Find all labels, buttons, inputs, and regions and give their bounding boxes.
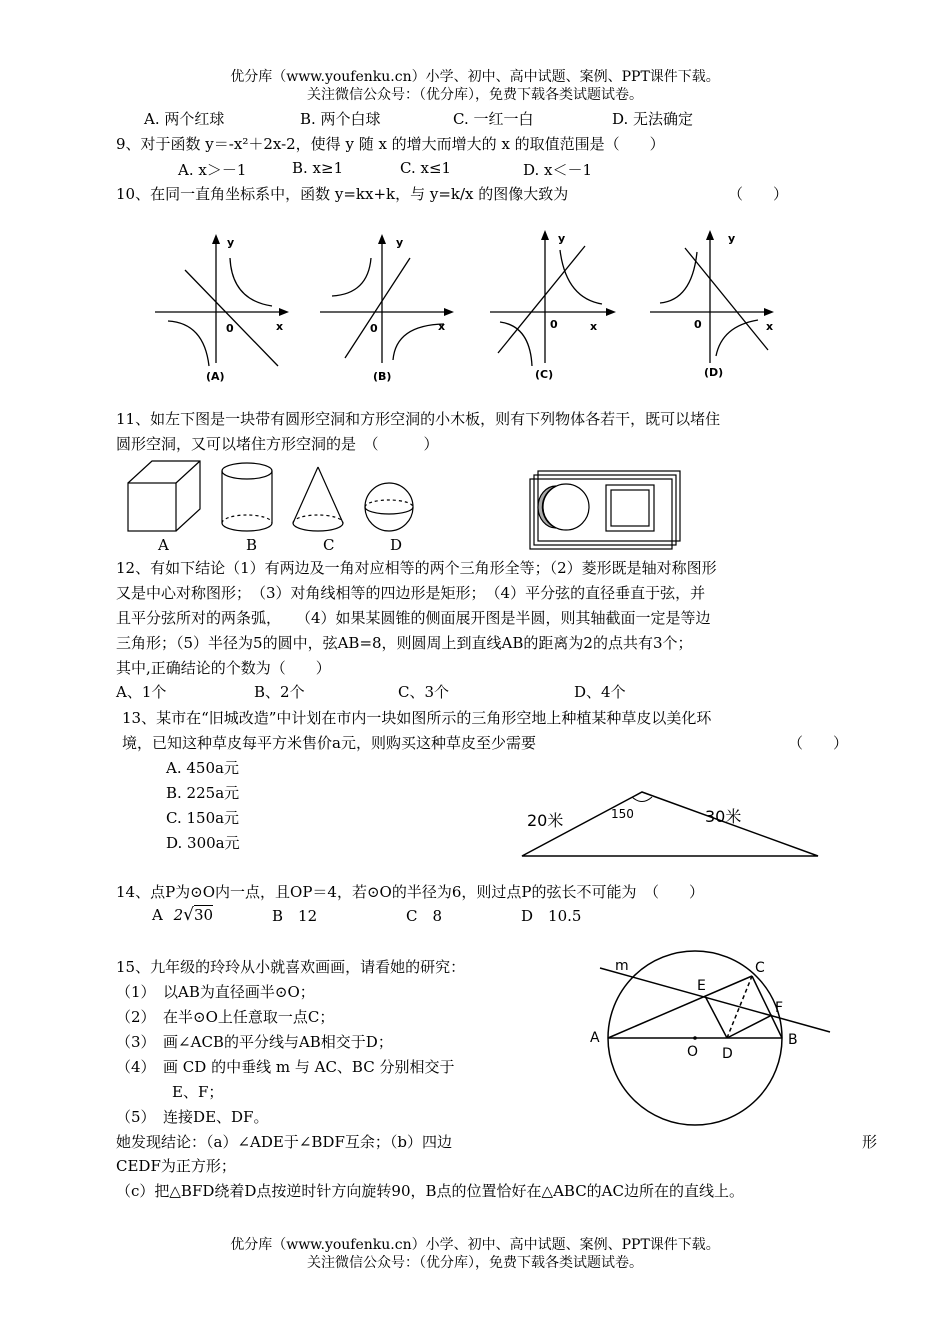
q9-option-a: A. x＞－1: [178, 161, 247, 179]
q11-label-b: B: [246, 536, 258, 554]
q15-label-f: F: [775, 1000, 784, 1016]
q8-option-d: D. 无法确定: [612, 110, 694, 128]
header-line-2: 关注微信公众号：（优分库），免费下载各类试题试卷。: [307, 87, 643, 103]
q13-line-1: 13、某市在“旧城改造”中计划在市内一块如图所示的三角形空地上种植某种草皮以美化环: [122, 709, 712, 727]
graph-b-x: x: [438, 320, 446, 333]
q15-step-4-cont: E、F；: [172, 1083, 224, 1101]
q12-option-b: B、2个: [254, 683, 305, 701]
graph-a-origin: 0: [226, 322, 234, 335]
q15-label-d: D: [722, 1046, 733, 1062]
q15-step-3: （3） 画∠ACB的平分线与AB相交于D；: [116, 1033, 393, 1051]
q11-label-c: C: [323, 536, 335, 554]
radical-icon: √: [183, 905, 195, 925]
q9-option-b: B. x≥1: [292, 159, 344, 177]
q11-line-1: 11、如左下图是一块带有圆形空洞和方形空洞的小木板，则有下列物体各若干，既可以堵住: [116, 410, 721, 428]
q14-option-a-coef: 2: [173, 906, 184, 924]
q15-step-1: （1） 以AB为直径画半⊙O；: [116, 983, 315, 1001]
graph-c-y: y: [558, 232, 566, 245]
q12-line-3: 且平分弦所对的两条弧， （4）如果某圆锥的侧面展开图是半圆，则其轴截面一定是等边: [116, 609, 711, 627]
q8-option-a: A. 两个红球: [144, 110, 225, 128]
q15-conclusion: 她发现结论：（a）∠ADE于∠BDF互余；（b）四边: [116, 1133, 452, 1151]
header-line-1: 优分库（www.youfenku.cn）小学、初中、高中试题、案例、PPT课件下载。: [230, 69, 720, 85]
footer-line-2: 关注微信公众号：（优分库），免费下载各类试题试卷。: [307, 1255, 643, 1271]
q15-figure: [0, 950, 950, 1150]
graph-b-origin: 0: [370, 322, 378, 335]
graph-a-x: x: [276, 320, 284, 333]
graph-c-origin: 0: [550, 318, 558, 331]
q15-line-1: 15、九年级的玲玲从小就喜欢画画，请看她的研究：: [116, 958, 466, 976]
q13-triangle: [0, 780, 950, 880]
graph-b-label: (B): [373, 370, 392, 383]
q13-option-a: A. 450a元: [166, 759, 239, 777]
graph-d-y: y: [728, 232, 736, 245]
q10-stem: 10、在同一直角坐标系中，函数 y=kx+k，与 y=k/x 的图像大致为: [116, 185, 569, 203]
q13-line-2: 境，已知这种草皮每平方米售价a元，则购买这种草皮至少需要: [122, 734, 536, 752]
q14-option-a-letter: A: [152, 906, 163, 924]
q15-step-2: （2） 在半⊙O上任意取一点C；: [116, 1008, 335, 1026]
q9-stem: 9、对于函数 y＝-x²＋2x-2，使得 y 随 x 的增大而增大的 x 的取值范围是（ ）: [116, 135, 665, 153]
q13-side-right: 30米: [705, 807, 742, 826]
graph-a-label: (A): [206, 370, 225, 383]
q14-option-a-radicand: 30: [194, 906, 214, 924]
q15-step-4: （4） 画 CD 的中垂线 m 与 AC、BC 分别相交于: [116, 1058, 455, 1076]
graph-d-x: x: [766, 320, 774, 333]
q14-stem: 14、点P为⊙O内一点，且OP＝4，若⊙O的半径为6，则过点P的弦长不可能为 （ ）: [116, 883, 704, 901]
q13-angle: 150: [611, 807, 634, 821]
q14-option-a: [152, 905, 213, 925]
q12-line-4: 三角形；（5）半径为5的圆中，弦AB=8，则圆周上到直线AB的距离为2的点共有3个；: [116, 634, 693, 652]
q15-conclusion-tail: 形: [862, 1133, 878, 1151]
graph-a-y: y: [227, 236, 235, 249]
q15-conclusion-c: （c）把△BFD绕着D点按逆时针方向旋转90，B点的位置恰好在△ABC的AC边所在的直线上。: [116, 1182, 744, 1200]
graph-c-label: (C): [535, 368, 554, 381]
graph-c-x: x: [590, 320, 598, 333]
q15-label-o: O: [687, 1044, 699, 1060]
q12-line-2: 又是中心对称图形； （3）对角线相等的四边形是矩形； （4）平分弦的直径垂直于弦，并: [116, 584, 706, 602]
q11-figures: [0, 455, 950, 555]
q9-option-c: C. x≤1: [400, 159, 452, 177]
q12-option-c: C、3个: [398, 683, 450, 701]
q15-cedf: CEDF为正方形；: [116, 1157, 236, 1175]
q13-option-d: D. 300a元: [166, 834, 240, 852]
q14-option-d: D 10.5: [521, 907, 582, 925]
footer-line-1: 优分库（www.youfenku.cn）小学、初中、高中试题、案例、PPT课件下载。: [230, 1237, 720, 1253]
q8-option-b: B. 两个白球: [300, 110, 381, 128]
q13-option-b: B. 225a元: [166, 784, 240, 802]
q15-step-5: （5） 连接DE、DF。: [116, 1108, 269, 1126]
q9-option-d: D. x＜－1: [523, 161, 593, 179]
q10-graphs: [0, 228, 950, 388]
q14-option-c: C 8: [406, 907, 443, 925]
q8-option-c: C. 一红一白: [453, 110, 534, 128]
q13-paren: （ ）: [788, 734, 849, 752]
q12-option-a: A、1个: [116, 683, 167, 701]
q14-option-b: B 12: [272, 907, 318, 925]
graph-b-y: y: [396, 236, 404, 249]
q15-label-e: E: [697, 978, 706, 994]
q10-paren: （ ）: [728, 185, 789, 203]
q12-option-d: D、4个: [574, 683, 626, 701]
q15-label-m: m: [615, 958, 629, 974]
graph-d-label: (D): [704, 366, 724, 379]
q12-line-5: 其中,正确结论的个数为（ ）: [116, 659, 331, 677]
q12-line-1: 12、有如下结论（1）有两边及一角对应相等的两个三角形全等；（2）菱形既是轴对称图形: [116, 559, 717, 577]
q13-option-c: C. 150a元: [166, 809, 240, 827]
q13-side-left: 20米: [527, 811, 564, 830]
q11-label-a: A: [158, 536, 169, 554]
q15-label-b: B: [788, 1032, 798, 1048]
q15-label-a: A: [590, 1030, 600, 1046]
q11-line-2: 圆形空洞，又可以堵住方形空洞的是 （ ）: [116, 435, 439, 453]
q15-label-c: C: [755, 960, 765, 976]
q11-label-d: D: [390, 536, 403, 554]
graph-d-origin: 0: [694, 318, 702, 331]
